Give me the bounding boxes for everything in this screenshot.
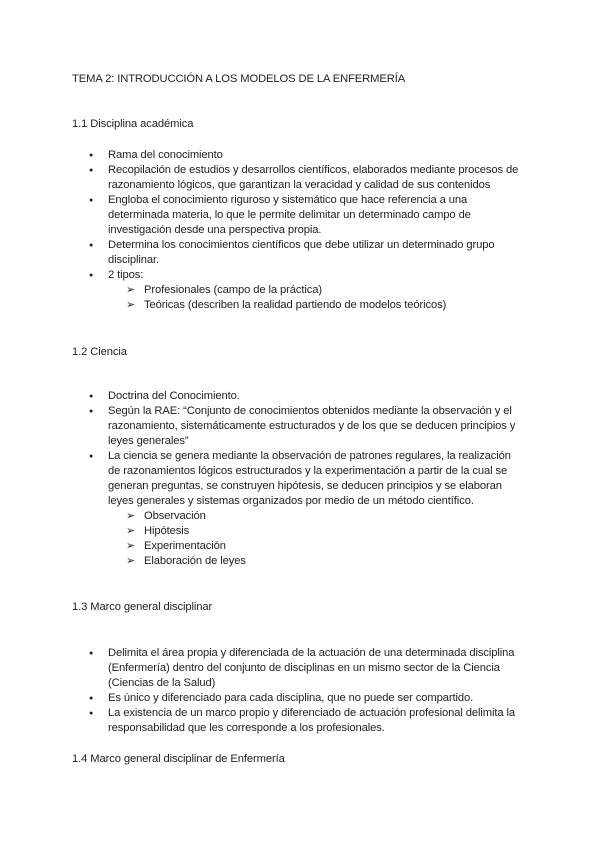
list-item: ● La existencia de un marco propio y diferenciado de actuación profesional delimita la responsabilidad que les corresponde a los profesionales.: [0, 706, 524, 736]
section-heading-ciencia: 1.2 Ciencia: [72, 346, 127, 358]
section-heading-marco: 1.3 Marco general disciplinar: [72, 601, 213, 613]
list-item: ● Doctrina del Conocimiento.: [0, 389, 524, 404]
sub-list-metodo: [108, 509, 524, 569]
list-item: ● La ciencia se genera mediante la observación de patrones regulares, la realización de razonamientos lógicos estructurados y la experimentación a partir de la cual se generan preguntas, se construyen hipótesis, se deducen principios y se elaboran leyes generales y sistemas organizados por medio de un método científico. ➢ Observación ➢ Hipótesis ➢ Experimentación ➢ Elaboración de leyes: [0, 449, 524, 569]
section-heading-marco-enfermeria: 1.4 Marco general disciplinar de Enfermería: [72, 753, 285, 765]
sub-list-tipos: [108, 283, 524, 313]
sub-list-item: ➢ Profesionales (campo de la práctica): [108, 283, 524, 298]
bullet-list-disciplina: [0, 148, 524, 313]
sub-list-item: ➢ Experimentación: [108, 539, 524, 554]
section-heading-disciplina: 1.1 Disciplina académica: [72, 118, 194, 130]
list-item: ● Determina los conocimientos científicos que debe utilizar un determinado grupo disciplinar.: [0, 238, 524, 268]
bullet-list-ciencia: [0, 389, 524, 569]
list-item: ● Recopilación de estudios y desarrollos científicos, elaborados mediante procesos de razonamiento lógicos, que garantizan la veracidad y calidad de sus contenidos: [0, 163, 524, 193]
list-item: ● Es único y diferenciado para cada disciplina, que no puede ser compartido.: [0, 691, 524, 706]
sub-list-item: ➢ Elaboración de leyes: [108, 554, 524, 569]
list-item: ● Según la RAE: “Conjunto de conocimientos obtenidos mediante la observación y el razonamiento, sistemáticamente estructurados y de los que se deducen principios y leyes generales”: [0, 404, 524, 449]
bullet-list-marco: [0, 646, 524, 736]
list-item: ● Delimita el área propia y diferenciada de la actuación de una determinada disciplina (Enfermería) dentro del conjunto de disciplinas en un mismo sector de la Ciencia (Ciencias de la Salud): [0, 646, 524, 691]
sub-list-item: ➢ Hipótesis: [108, 524, 524, 539]
list-item: ● Rama del conocimiento: [0, 148, 524, 163]
sub-list-item: ➢ Observación: [108, 509, 524, 524]
list-item: ● Engloba el conocimiento riguroso y sistemático que hace referencia a una determinada materia, lo que le permite delimitar un determinado campo de investigación desde una perspectiva propia.: [0, 193, 524, 238]
document-title: TEMA 2: INTRODUCCIÓN A LOS MODELOS DE LA ENFERMERÍA: [72, 73, 406, 85]
sub-list-item: ➢ Teóricas (describen la realidad partiendo de modelos teóricos): [108, 298, 524, 313]
list-item: ● 2 tipos: ➢ Profesionales (campo de la práctica) ➢ Teóricas (describen la realidad partiendo de modelos teóricos): [0, 268, 524, 313]
